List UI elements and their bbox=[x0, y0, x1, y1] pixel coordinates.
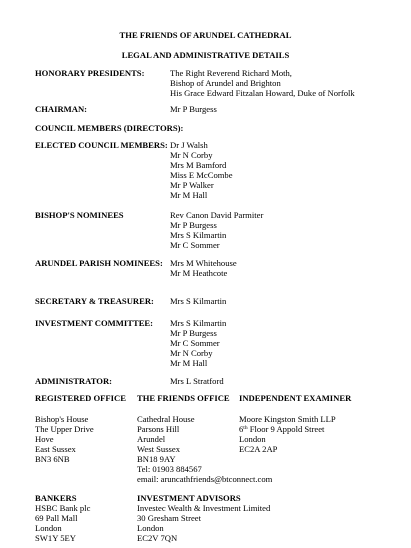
examiner-heading: INDEPENDENT EXAMINER bbox=[239, 393, 352, 403]
examiner-address bbox=[239, 414, 336, 454]
presidents-heading: HONORARY PRESIDENTS: bbox=[35, 68, 145, 78]
committee-member: Mr C Sommer bbox=[170, 338, 220, 348]
committee-member: Mr M Hall bbox=[170, 358, 208, 368]
elected-member: Mr M Hall bbox=[170, 190, 208, 200]
presidents-line: Bishop of Arundel and Brighton bbox=[170, 78, 281, 88]
bishops-nominee: Mr P Burgess bbox=[170, 220, 217, 230]
address-line: SW1Y 5EY bbox=[35, 533, 76, 543]
address-line: Parsons Hill bbox=[137, 424, 180, 434]
elected-list bbox=[170, 140, 233, 200]
address-line: Investec Wealth & Investment Limited bbox=[137, 503, 271, 513]
address-line: Moore Kingston Smith LLP bbox=[239, 414, 336, 424]
friends-office-heading: THE FRIENDS OFFICE bbox=[137, 393, 230, 403]
telephone: Tel: 01903 884567 bbox=[137, 464, 202, 474]
parish-nominees-list bbox=[170, 258, 237, 278]
elected-member: Mr P Walker bbox=[170, 180, 214, 190]
address-line: BN18 9AY bbox=[137, 454, 176, 464]
bishops-nominees-heading: BISHOP'S NOMINEES bbox=[35, 210, 124, 220]
administrator-name: Mrs L Stratford bbox=[170, 376, 224, 386]
address-line: EC2A 2AP bbox=[239, 444, 278, 454]
bankers-heading: BANKERS bbox=[35, 493, 77, 503]
address-line bbox=[239, 424, 336, 434]
investment-committee-heading: INVESTMENT COMMITTEE: bbox=[35, 318, 154, 328]
address-line: HSBC Bank plc bbox=[35, 503, 91, 513]
registered-office-heading: REGISTERED OFFICE bbox=[35, 393, 126, 403]
administrator-heading: ADMINISTRATOR: bbox=[35, 376, 113, 386]
advisors-address bbox=[137, 503, 270, 543]
address-line: BN3 6NB bbox=[35, 454, 70, 464]
elected-heading: ELECTED COUNCIL MEMBERS: bbox=[35, 140, 168, 150]
committee-member: Mr N Corby bbox=[170, 348, 213, 358]
document-title: THE FRIENDS OF ARUNDEL CATHEDRAL bbox=[119, 30, 292, 40]
street: Floor 9 Appold Street bbox=[247, 424, 325, 434]
address-line: London bbox=[137, 523, 164, 533]
parish-nominee: Mrs M Whitehouse bbox=[170, 258, 237, 268]
secretary-heading: SECRETARY & TREASURER: bbox=[35, 296, 154, 306]
registered-office-address bbox=[35, 414, 94, 464]
secretary-name: Mrs S Kilmartin bbox=[170, 296, 227, 306]
elected-member: Dr J Walsh bbox=[170, 140, 208, 150]
address-line: Hove bbox=[35, 434, 54, 444]
parish-nominee: Mr M Heathcote bbox=[170, 268, 228, 278]
address-line: East Sussex bbox=[35, 444, 76, 454]
address-line: Bishop's House bbox=[35, 414, 89, 424]
bishops-nominee: Mrs S Kilmartin bbox=[170, 230, 227, 240]
address-line: EC2V 7QN bbox=[137, 533, 178, 543]
committee-member: Mr P Burgess bbox=[170, 328, 217, 338]
elected-member: Miss E McCombe bbox=[170, 170, 233, 180]
committee-member: Mrs S Kilmartin bbox=[170, 318, 227, 328]
address-line: Arundel bbox=[137, 434, 166, 444]
address-line: 30 Gresham Street bbox=[137, 513, 201, 523]
investment-committee-list bbox=[170, 318, 226, 368]
address-line: London bbox=[239, 434, 266, 444]
presidents-line: The Right Reverend Richard Moth, bbox=[170, 68, 292, 78]
address-line: Cathedral House bbox=[137, 414, 195, 424]
document-subtitle: LEGAL AND ADMINISTRATIVE DETAILS bbox=[121, 50, 290, 60]
chairman-heading: CHAIRMAN: bbox=[35, 104, 88, 114]
council-heading: COUNCIL MEMBERS (DIRECTORS): bbox=[35, 123, 184, 133]
presidents-line: His Grace Edward Fitzalan Howard, Duke of Norfolk bbox=[170, 88, 355, 98]
bishops-nominee: Rev Canon David Parmiter bbox=[170, 210, 264, 220]
ordinal-suffix: th bbox=[243, 425, 248, 431]
bankers-address bbox=[35, 503, 90, 543]
elected-member: Mrs M Bamford bbox=[170, 160, 227, 170]
elected-member: Mr N Corby bbox=[170, 150, 213, 160]
parish-nominees-heading: ARUNDEL PARISH NOMINEES: bbox=[35, 258, 163, 268]
chairman-name: Mr P Burgess bbox=[170, 104, 217, 114]
presidents-list bbox=[170, 68, 355, 98]
advisors-heading: INVESTMENT ADVISORS bbox=[137, 493, 241, 503]
bishops-nominee: Mr C Sommer bbox=[170, 240, 220, 250]
bishops-nominees-list bbox=[170, 210, 263, 250]
floor-number: 6 bbox=[239, 424, 244, 434]
address-line: The Upper Drive bbox=[35, 424, 94, 434]
address-line: 69 Pall Mall bbox=[35, 513, 78, 523]
address-line: London bbox=[35, 523, 62, 533]
address-line: West Sussex bbox=[137, 444, 180, 454]
email-address: email: aruncathfriends@btconnect.com bbox=[137, 474, 273, 484]
